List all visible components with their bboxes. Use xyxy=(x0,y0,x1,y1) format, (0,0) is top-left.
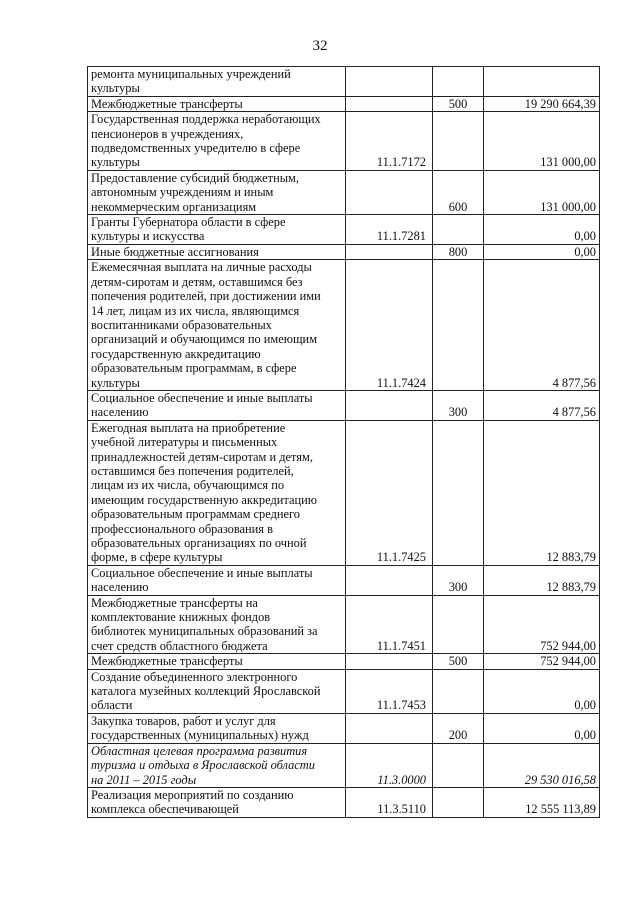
row-name-cell xyxy=(88,390,346,420)
row-name-line: населению xyxy=(91,580,149,595)
row-amount-cell: 4 877,56 xyxy=(484,260,600,391)
row-name-line: культуры xyxy=(91,81,140,96)
row-name-line: оставшимся без попечения родителей, xyxy=(91,463,294,478)
row-expense-type-cell: 300 xyxy=(433,390,484,420)
budget-table-body xyxy=(88,67,600,818)
row-name-line: библиотек муниципальных образований за xyxy=(91,624,318,639)
table-row xyxy=(88,67,600,97)
row-expense-type-cell xyxy=(433,595,484,654)
table-row xyxy=(88,654,600,669)
row-name-line: Реализация мероприятий по созданию xyxy=(91,787,294,802)
table-row xyxy=(88,565,600,595)
row-name-cell xyxy=(88,244,346,259)
row-expense-type-cell xyxy=(433,669,484,713)
row-code-cell: 11.1.7451 xyxy=(346,595,433,654)
row-name-line: Ежемесячная выплата на личные расходы xyxy=(91,260,312,275)
row-name-line: Иные бюджетные ассигнования xyxy=(91,244,259,259)
row-name-line: образовательным программам, в сфере xyxy=(91,361,297,376)
row-expense-type-cell xyxy=(433,420,484,565)
row-amount-cell: 4 877,56 xyxy=(484,390,600,420)
row-name-cell xyxy=(88,565,346,595)
row-name-cell xyxy=(88,420,346,565)
row-amount-cell: 0,00 xyxy=(484,713,600,743)
row-name-line: Социальное обеспечение и иные выплаты xyxy=(91,390,313,405)
row-name-cell xyxy=(88,669,346,713)
row-name-line: Областная целевая программа развития xyxy=(91,743,308,758)
row-code-cell xyxy=(346,96,433,111)
row-name-line: Межбюджетные трансферты xyxy=(91,654,243,669)
row-name-line: туризма и отдыха в Ярославской области xyxy=(91,758,315,773)
budget-table xyxy=(87,66,600,818)
row-name-line: ремонта муниципальных учреждений xyxy=(91,67,291,81)
row-name-cell xyxy=(88,170,346,214)
table-row xyxy=(88,669,600,713)
row-expense-type-cell xyxy=(433,112,484,171)
row-code-cell xyxy=(346,713,433,743)
row-code-cell: 11.1.7281 xyxy=(346,215,433,245)
row-code-cell: 11.1.7172 xyxy=(346,112,433,171)
row-name-line: подведомственных учредителю в сфере xyxy=(91,141,301,156)
row-amount-cell: 12 883,79 xyxy=(484,420,600,565)
row-name-line: детям-сиротам и детям, оставшимся без xyxy=(91,274,303,289)
row-name-line: комплекса обеспечивающей xyxy=(91,802,239,817)
row-amount-cell: 29 530 016,58 xyxy=(484,743,600,787)
row-name-cell xyxy=(88,67,346,97)
row-name-cell xyxy=(88,787,346,817)
row-code-cell: 11.1.7424 xyxy=(346,260,433,391)
row-amount-cell: 131 000,00 xyxy=(484,170,600,214)
row-name-line: лицам из их числа, обучающимся по xyxy=(91,478,285,493)
row-expense-type-cell: 500 xyxy=(433,96,484,111)
row-code-cell xyxy=(346,565,433,595)
row-name-line: пенсионеров в учреждениях, xyxy=(91,126,244,141)
row-expense-type-cell: 200 xyxy=(433,713,484,743)
row-name-line: некоммерческим организациям xyxy=(91,199,257,214)
row-amount-cell: 0,00 xyxy=(484,669,600,713)
row-amount-cell: 19 290 664,39 xyxy=(484,96,600,111)
row-name-cell xyxy=(88,595,346,654)
row-code-cell xyxy=(346,67,433,97)
row-amount-cell: 0,00 xyxy=(484,244,600,259)
row-expense-type-cell: 500 xyxy=(433,654,484,669)
row-name-line: профессионального образования в xyxy=(91,521,273,536)
row-expense-type-cell xyxy=(433,215,484,245)
page-number: 32 xyxy=(312,38,328,54)
row-expense-type-cell xyxy=(433,67,484,97)
row-amount-cell: 12 883,79 xyxy=(484,565,600,595)
row-expense-type-cell: 800 xyxy=(433,244,484,259)
row-name-line: воспитанниками образовательных xyxy=(91,317,272,332)
row-amount-cell: 752 944,00 xyxy=(484,654,600,669)
row-name-line: организаций и обучающимся по имеющим xyxy=(91,332,318,347)
table-row xyxy=(88,215,600,245)
row-name-line: Создание объединенного электронного xyxy=(91,669,298,684)
row-name-line: культуры xyxy=(91,375,140,390)
row-name-line: имеющим государственную аккредитацию xyxy=(91,492,317,507)
row-name-line: образовательным программам среднего xyxy=(91,507,300,522)
row-code-cell xyxy=(346,244,433,259)
row-name-line: Ежегодная выплата на приобретение xyxy=(91,420,286,435)
row-name-cell xyxy=(88,112,346,171)
row-name-line: Межбюджетные трансферты xyxy=(91,96,243,111)
row-code-cell: 11.1.7453 xyxy=(346,669,433,713)
row-name-cell xyxy=(88,743,346,787)
table-row xyxy=(88,420,600,565)
row-name-line: образовательных организациях по очной xyxy=(91,536,307,550)
table-row xyxy=(88,112,600,171)
row-name-line: счет средств областного бюджета xyxy=(91,638,268,653)
row-code-cell xyxy=(346,654,433,669)
row-code-cell: 11.3.5110 xyxy=(346,787,433,817)
table-row xyxy=(88,390,600,420)
row-name-line: Закупка товаров, работ и услуг для xyxy=(91,713,276,728)
row-amount-cell: 0,00 xyxy=(484,215,600,245)
row-amount-cell: 752 944,00 xyxy=(484,595,600,654)
row-name-line: автономным учреждениям и иным xyxy=(91,185,274,200)
row-name-cell xyxy=(88,713,346,743)
row-name-line: форме, в сфере культуры xyxy=(91,550,223,565)
row-name-line: населению xyxy=(91,405,149,420)
row-code-cell xyxy=(346,170,433,214)
row-name-line: Предоставление субсидий бюджетным, xyxy=(91,170,299,185)
row-amount-cell xyxy=(484,67,600,97)
row-name-line: попечения родителей, при достижении ими xyxy=(91,289,321,304)
row-name-cell xyxy=(88,654,346,669)
row-name-line: Государственная поддержка неработающих xyxy=(91,112,321,127)
row-code-cell: 11.3.0000 xyxy=(346,743,433,787)
table-row xyxy=(88,260,600,391)
table-row xyxy=(88,170,600,214)
row-name-line: Социальное обеспечение и иные выплаты xyxy=(91,565,313,580)
row-name-cell xyxy=(88,260,346,391)
row-name-line: Межбюджетные трансферты на xyxy=(91,595,258,610)
row-expense-type-cell xyxy=(433,260,484,391)
row-amount-cell: 12 555 113,89 xyxy=(484,787,600,817)
row-name-line: комплектование книжных фондов xyxy=(91,610,271,625)
row-name-line: государственных (муниципальных) нужд xyxy=(91,728,309,743)
table-row xyxy=(88,713,600,743)
row-name-line: Гранты Губернатора области в сфере xyxy=(91,215,286,230)
row-name-line: на 2011 – 2015 годы xyxy=(91,772,197,787)
table-row xyxy=(88,96,600,111)
row-name-line: принадлежностей детям-сиротам и детям, xyxy=(91,449,313,464)
row-code-cell xyxy=(346,390,433,420)
row-expense-type-cell: 600 xyxy=(433,170,484,214)
row-name-cell xyxy=(88,96,346,111)
row-expense-type-cell xyxy=(433,743,484,787)
row-name-cell xyxy=(88,215,346,245)
row-name-line: каталога музейных коллекций Ярославской xyxy=(91,684,321,699)
table-row xyxy=(88,787,600,817)
row-name-line: учебной литературы и письменных xyxy=(91,435,278,450)
row-name-line: культуры xyxy=(91,155,140,170)
row-expense-type-cell: 300 xyxy=(433,565,484,595)
table-row xyxy=(88,244,600,259)
row-code-cell: 11.1.7425 xyxy=(346,420,433,565)
table-row xyxy=(88,743,600,787)
row-expense-type-cell xyxy=(433,787,484,817)
row-name-line: государственную аккредитацию xyxy=(91,346,261,361)
table-row xyxy=(88,595,600,654)
row-name-line: 14 лет, лицам из их числа, являющимся xyxy=(91,303,300,318)
row-name-line: культуры и искусства xyxy=(91,229,205,244)
row-amount-cell: 131 000,00 xyxy=(484,112,600,171)
row-name-line: области xyxy=(91,698,133,713)
